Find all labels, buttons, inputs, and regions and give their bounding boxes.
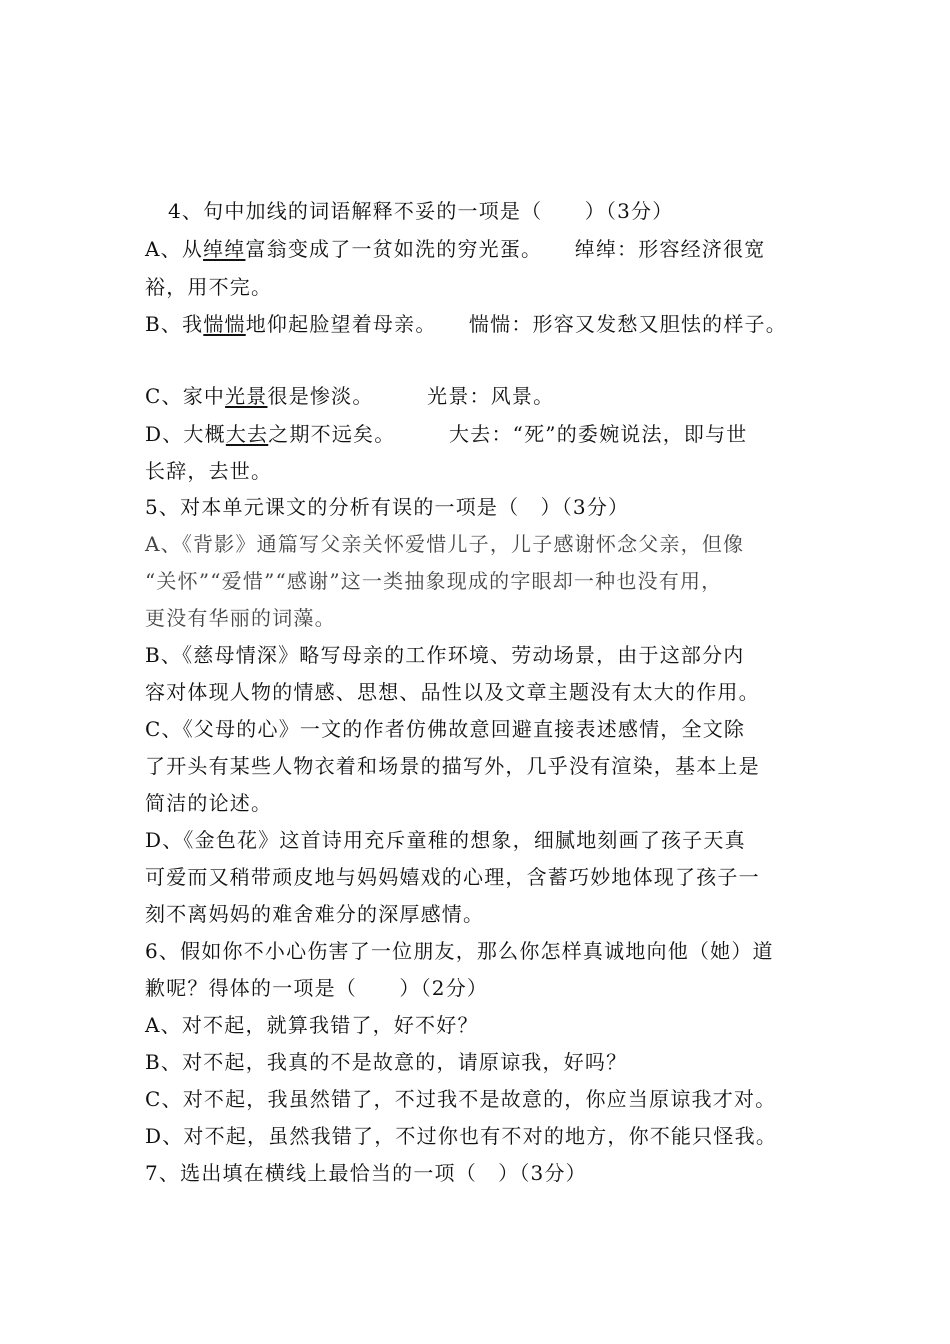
question-5-option-d-line-3: 刻不离妈妈的难舍难分的深厚感情。	[145, 902, 485, 926]
question-5-option-a-line-3: 更没有华丽的词藻。	[145, 606, 336, 630]
option-c-prefix: C、家中	[145, 384, 226, 408]
option-d-text: 之期不远矣。 大去：“死”的委婉说法，即与世	[268, 422, 748, 446]
question-5-option-a-line-2: “关怀”“爱惜”“感谢”这一类抽象现成的字眼却一种也没有用，	[145, 569, 723, 593]
option-d-prefix: D、大概	[145, 422, 226, 446]
question-5-stem: 5、对本单元课文的分析有误的一项是（ ）（3分）	[145, 495, 630, 519]
question-5-option-b-line-1: B、《慈母情深》略写母亲的工作环境、劳动场景，由于这部分内	[145, 643, 745, 667]
question-5-option-c-line-2: 了开头有某些人物衣着和场景的描写外，几乎没有渲染，基本上是	[145, 754, 760, 778]
question-6-option-c: C、对不起，我虽然错了，不过我不是故意的，你应当原谅我才对。	[145, 1087, 777, 1111]
question-5-option-a-line-1: A、《背影》通篇写父亲关怀爱惜儿子，儿子感谢怀念父亲，但像	[145, 532, 745, 556]
question-6-option-a: A、对不起，就算我错了，好不好？	[145, 1013, 479, 1037]
question-6-stem-line-1: 6、假如你不小心伤害了一位朋友，那么你怎样真诚地向他（她）道	[145, 939, 774, 963]
question-5-option-c-line-1: C、《父母的心》一文的作者仿佛故意回避直接表述感情，全文除	[145, 717, 746, 741]
question-5-option-d-line-2: 可爱而又稍带顽皮地与妈妈嬉戏的心理，含蓄巧妙地体现了孩子一	[145, 865, 760, 889]
question-4-stem: 4、句中加线的词语解释不妥的一项是（ ）（3分）	[168, 199, 674, 223]
underlined-word: 光景	[225, 384, 268, 408]
option-a-text: 富翁变成了一贫如洗的穷光蛋。 绰绰：形容经济很宽	[245, 237, 766, 261]
question-4-option-d-continued: 长辞，去世。	[145, 459, 273, 483]
question-5-option-c-line-3: 简洁的论述。	[145, 791, 273, 815]
question-4-option-a-continued: 裕，用不完。	[145, 275, 273, 299]
underlined-word: 绰绰	[203, 237, 246, 261]
question-5-option-b-line-2: 容对体现人物的情感、思想、品性以及文章主题没有太大的作用。	[145, 680, 760, 704]
question-4-option-d	[145, 421, 748, 447]
question-4-option-a	[145, 236, 765, 262]
option-c-text: 很是惨淡。 光景：风景。	[267, 384, 555, 408]
question-6-stem-line-2: 歉呢？得体的一项是（ ）（2分）	[145, 976, 489, 1000]
question-7-stem: 7、选出填在横线上最恰当的一项（ ）（3分）	[145, 1161, 587, 1185]
option-b-text: 地仰起脸望着母亲。 惴惴：形容又发愁又胆怯的样子。	[245, 312, 787, 336]
question-6-option-d: D、对不起，虽然我错了，不过你也有不对的地方，你不能只怪我。	[145, 1124, 778, 1148]
question-4-option-b	[145, 311, 787, 337]
question-5-option-d-line-1: D、《金色花》这首诗用充斥童稚的想象，细腻地刻画了孩子天真	[145, 828, 746, 852]
option-a-prefix: A、从	[145, 237, 204, 261]
question-4-option-c	[145, 383, 554, 409]
option-b-prefix: B、我	[145, 312, 204, 336]
underlined-word: 惴惴	[203, 312, 246, 336]
underlined-word: 大去	[225, 422, 269, 446]
question-6-option-b: B、对不起，我真的不是故意的，请原谅我，好吗？	[145, 1050, 628, 1074]
